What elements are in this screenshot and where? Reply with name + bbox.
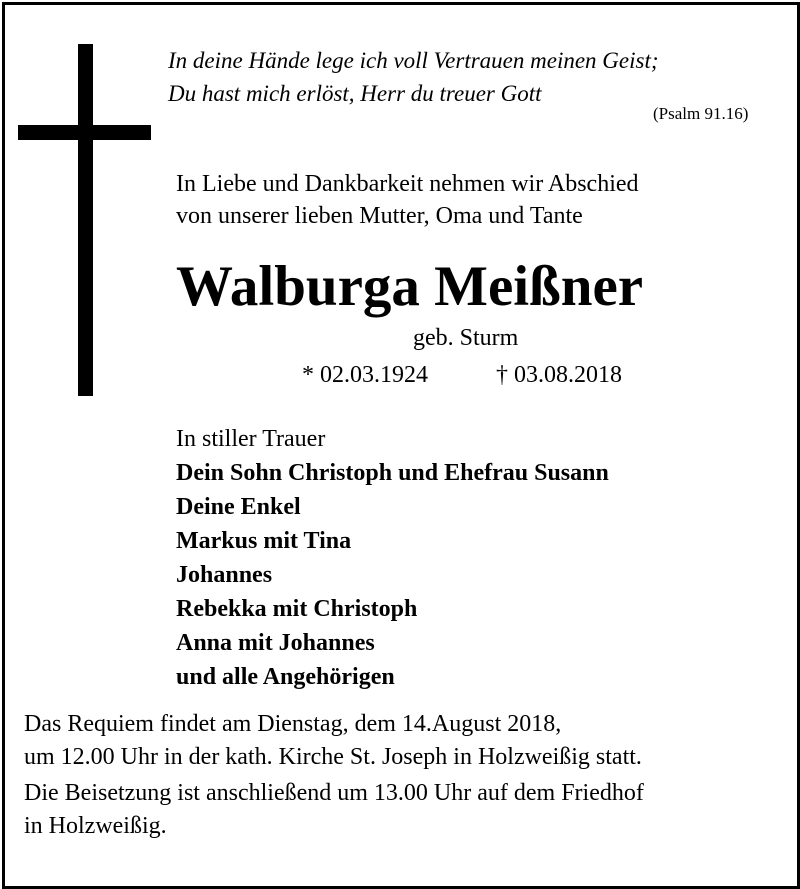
death-date: † 03.08.2018 [496, 362, 622, 388]
requiem-line-1: Das Requiem findet am Dienstag, dem 14.August 2018, [24, 711, 562, 737]
intro-line-2: von unserer lieben Mutter, Oma und Tante [176, 203, 583, 229]
birth-date: * 02.03.1924 [302, 362, 428, 388]
cross-horizontal-beam [18, 125, 151, 140]
burial-line-1: Die Beisetzung ist anschließend um 13.00 Uhr auf dem Friedhof [24, 780, 644, 806]
cross-vertical-beam [78, 44, 93, 396]
verse-quote [168, 44, 659, 110]
requiem-line-2: um 12.00 Uhr in der kath. Kirche St. Joseph in Holzweißig statt. [24, 744, 642, 770]
deceased-name: Walburga Meißner [176, 255, 644, 318]
mourner-line: Rebekka mit Christoph [176, 596, 418, 622]
mourners-heading: In stiller Trauer [176, 426, 326, 452]
mourner-line: Dein Sohn Christoph und Ehefrau Susann [176, 460, 609, 486]
mourners-list [176, 422, 609, 694]
mourner-line: Johannes [176, 562, 273, 588]
mourner-line: Markus mit Tina [176, 528, 352, 554]
mourner-line: Deine Enkel [176, 494, 301, 520]
maiden-name: geb. Sturm [413, 325, 519, 351]
intro-line-1: In Liebe und Dankbarkeit nehmen wir Abschied [176, 171, 639, 197]
burial-line-2: in Holzweißig. [24, 813, 167, 839]
verse-line-2: Du hast mich erlöst, Herr du treuer Gott [168, 81, 542, 106]
mourner-line: und alle Angehörigen [176, 664, 395, 690]
intro-text [176, 168, 639, 232]
mourner-line: Anna mit Johannes [176, 630, 375, 656]
verse-reference: (Psalm 91.16) [653, 104, 749, 123]
service-details [24, 708, 644, 843]
verse-line-1: In deine Hände lege ich voll Vertrauen meinen Geist; [168, 48, 659, 73]
